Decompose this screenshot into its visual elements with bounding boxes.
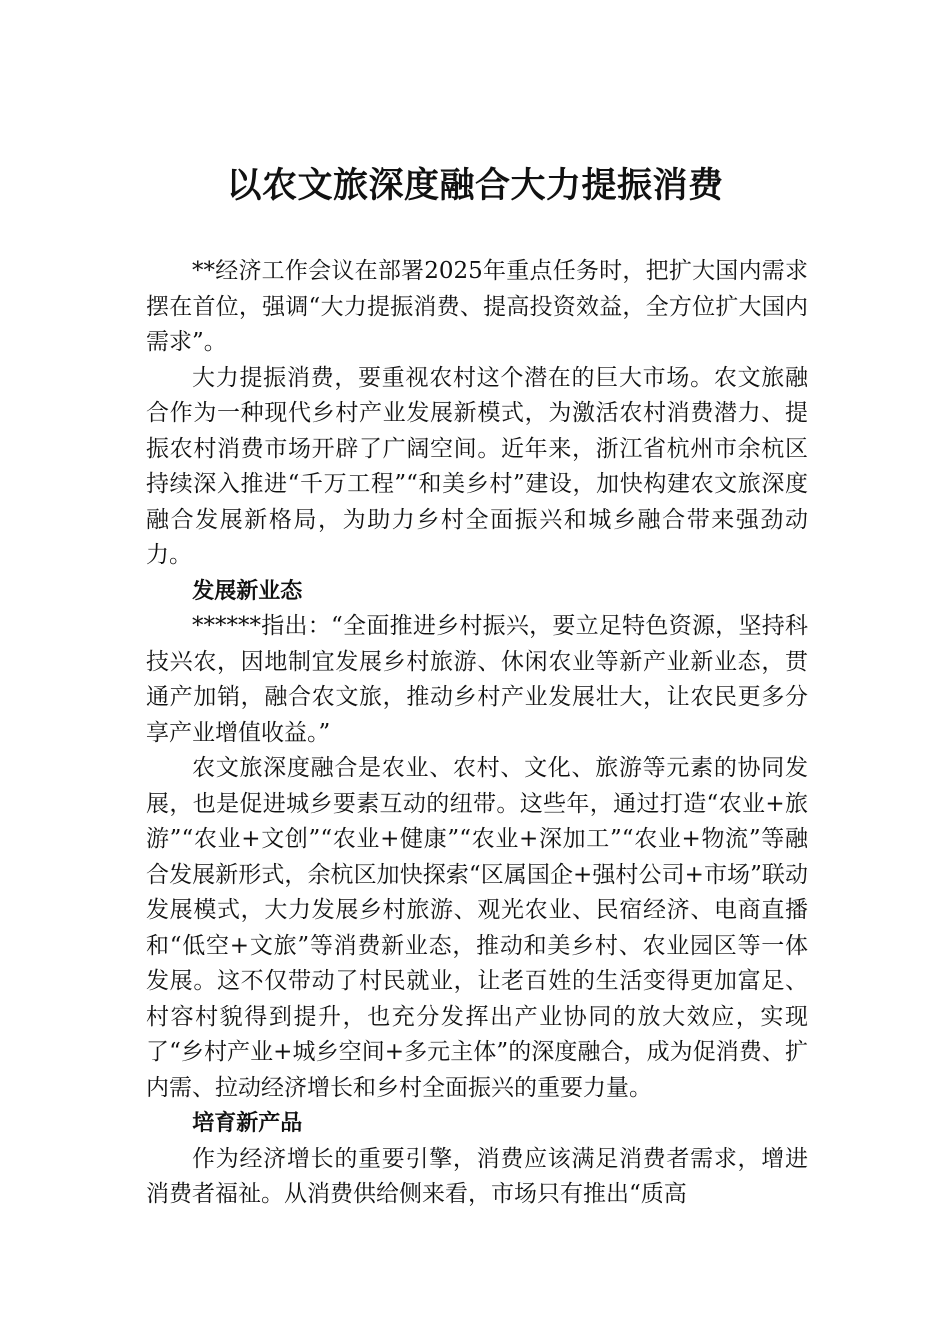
body-paragraph: 农文旅深度融合是农业、农村、文化、旅游等元素的协同发展，也是促进城乡要素互动的纽带。这些年，通过打造“农业+旅游”“农业+文创”“农业+健康”“农业+深加工”“农业+物流”等融合发展新形式，余杭区加快探索“区属国企+强村公司+市场”联动发展模式，大力发展乡村旅游、观光农业、民宿经济、电商直播和“低空+文旅”等消费新业态，推动和美乡村、农业园区等一体发展。这不仅带动了村民就业，让老百姓的生活变得更加富足、村容村貌得到提升，也充分发挥出产业协同的放大效应，实现了“乡村产业+城乡空间+多元主体”的深度融合，成为促消费、扩内需、拉动经济增长和乡村全面振兴的重要力量。 bbox=[146, 755, 808, 1101]
body-paragraph: 作为经济增长的重要引擎，消费应该满足消费者需求，增进消费者福祉。从消费供给侧来看，市场只有推出“质高 bbox=[146, 1145, 808, 1207]
document-title: 以农文旅深度融合大力提振消费 bbox=[226, 165, 724, 206]
document-body bbox=[146, 254, 808, 1213]
section-heading: 发展新业态 bbox=[192, 578, 303, 604]
body-paragraph: ******指出：“全面推进乡村振兴，要立足特色资源，坚持科技兴农，因地制宜发展乡村旅游、休闲农业等新产业新业态，贯通产加销，融合农文旅，推动乡村产业发展壮大，让农民更多分享产业增值收益。” bbox=[146, 613, 808, 746]
body-paragraph: **经济工作会议在部署2025年重点任务时，把扩大国内需求摆在首位，强调“大力提振消费、提高投资效益，全方位扩大国内需求”。 bbox=[146, 258, 808, 355]
section-heading: 培育新产品 bbox=[192, 1111, 303, 1136]
body-paragraph: 大力提振消费，要重视农村这个潜在的巨大市场。农文旅融合作为一种现代乡村产业发展新模式，为激活农村消费潜力、提振农村消费市场开辟了广阔空间。近年来，浙江省杭州市余杭区持续深入推进“千万工程”“和美乡村”建设，加快构建农文旅深度融合发展新格局，为助力乡村全面振兴和城乡融合带来强劲动力。 bbox=[146, 364, 808, 568]
